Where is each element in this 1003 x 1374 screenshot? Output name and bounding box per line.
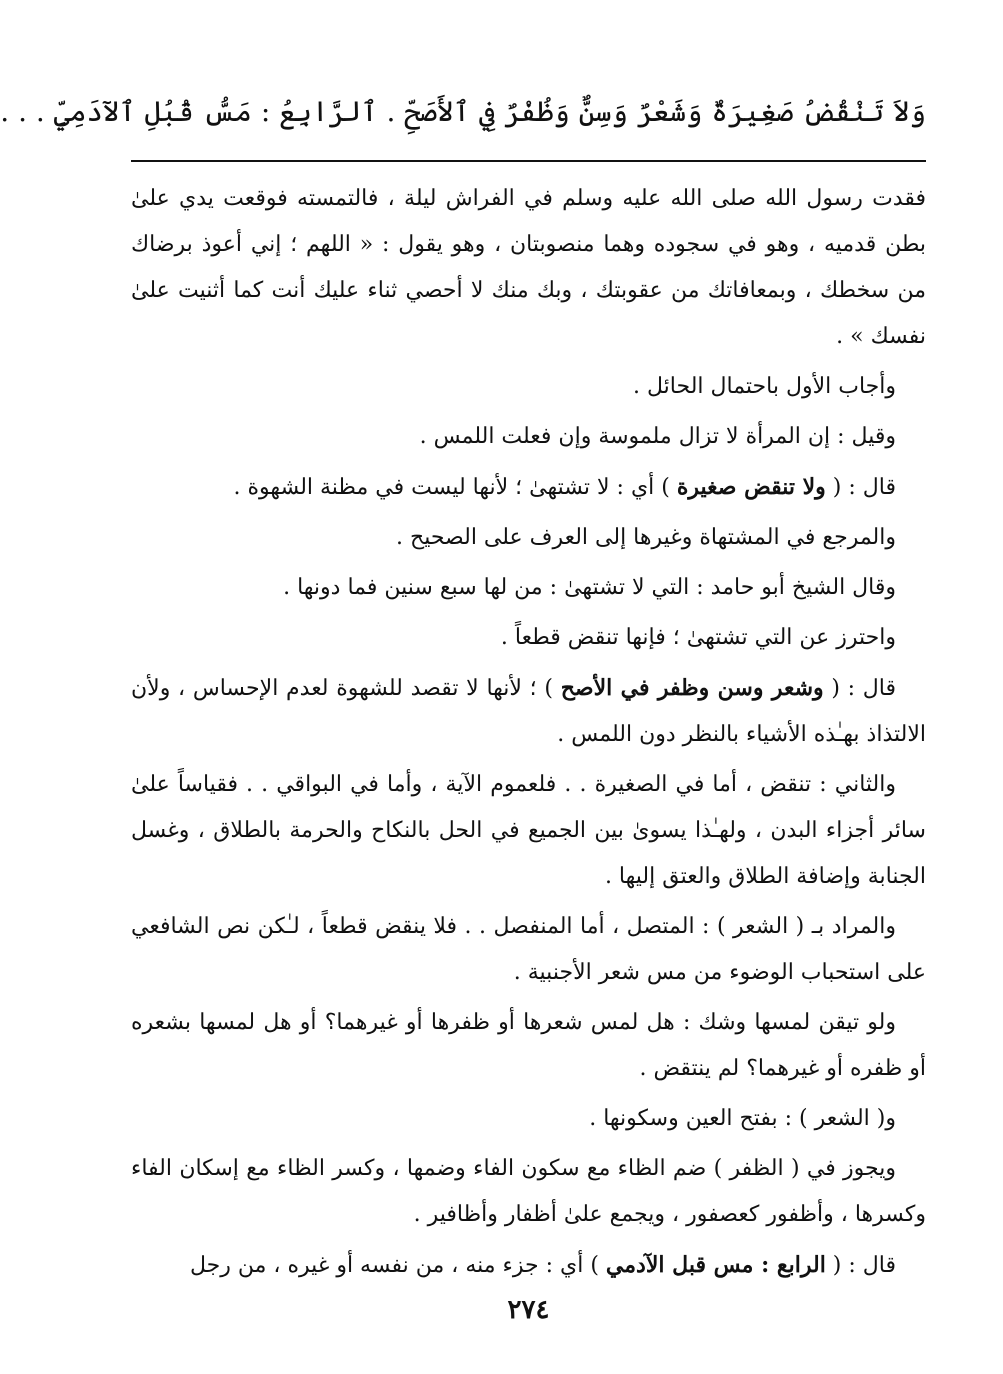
paragraph (131, 176, 926, 360)
commentary-text: والمراد بـ ( الشعر ) : المتصل ، أما المنفصل . . فلا ينقض قطعاً ، لـٰكن نص الشافعي على استحباب الوضوء من مس شعر الأجنبية . (131, 914, 926, 985)
commentary-text: وقيل : إن المرأة لا تزال ملموسة وإن فعلت اللمس . (419, 424, 896, 449)
paragraph (131, 364, 926, 410)
body-text (131, 176, 926, 1293)
paragraph (131, 762, 926, 900)
paragraph (131, 464, 926, 511)
running-head: وَلاَ تَنْقُضُ صَغِيرَةٌ وَشَعْرٌ وَسِنٌّ وَظُفْرٌ فِي ٱلأَصَحِّ . ٱلرَّابِعُ : مَسُّ قُبُلِ ٱلآدَمِيِّ . . . (0, 95, 926, 128)
paragraph (131, 515, 926, 561)
paragraph (131, 1096, 926, 1142)
commentary-text: وقال الشيخ أبو حامد : التي لا تشتهىٰ : من لها سبع سنين فما دونها . (283, 575, 896, 600)
paragraph (131, 1146, 926, 1238)
commentary-text: ) أي : لا تشتهىٰ ؛ لأنها ليست في مظنة الشهوة . (233, 475, 677, 500)
page-number: ٢٧٤ (507, 1295, 550, 1325)
commentary-text: قال : ( (823, 676, 897, 701)
paragraph (131, 565, 926, 611)
commentary-text: والثاني : تنقض ، أما في الصغيرة . . فلعموم الآية ، وأما في البواقي . . فقياساً علىٰ سائر أجزاء البدن ، ولهـٰذا يسوىٰ بين الجميع في الحل بالنكاح والحرمة بالطلاق ، وغسل الجنابة وإضافة الطلاق والعتق إليها . (131, 772, 926, 889)
commentary-text: ويجوز في ( الظفر ) ضم الظاء مع سكون الفاء وضمها ، وكسر الظاء مع إسكان الفاء وكسرها ، وأظفور كعصفور ، ويجمع علىٰ أظفار وأظافير . (131, 1156, 926, 1227)
paragraph (131, 1242, 926, 1289)
commentary-text: واحترز عن التي تشتهىٰ ؛ فإنها تنقض قطعاً . (500, 625, 896, 650)
commentary-text: وأجاب الأول باحتمال الحائل . (633, 374, 896, 399)
quoted-matn-text: ولا تنقض صغيرة (676, 474, 826, 500)
commentary-text: ) أي : جزء منه ، من نفسه أو غيره ، من رجل (190, 1253, 606, 1278)
paragraph (131, 414, 926, 460)
header-rule (131, 160, 926, 162)
commentary-text: و( الشعر ) : بفتح العين وسكونها . (589, 1106, 896, 1131)
commentary-text: قال : ( (825, 1253, 896, 1278)
paragraph (131, 1000, 926, 1092)
paragraph (131, 665, 926, 758)
quoted-matn-text: وشعر وسن وظفر في الأصح (560, 675, 824, 701)
commentary-text: فقدت رسول الله صلى الله عليه وسلم في الفراش ليلة ، فالتمسته فوقعت يدي علىٰ بطن قدميه ، وهو في سجوده وهما منصوبتان ، وهو يقول : « اللهم ؛ إني أعوذ برضاك من سخطك ، وبمعافاتك من عقوبتك ، وبك منك لا أحصي ثناء عليك أنت كما أثنيت علىٰ نفسك » . (131, 186, 926, 349)
paragraph (131, 904, 926, 996)
commentary-text: والمرجع في المشتهاة وغيرها إلى العرف على الصحيح . (396, 525, 896, 550)
paragraph (131, 615, 926, 661)
commentary-text: ) ؛ لأنها لا تقصد للشهوة لعدم الإحساس ، ولأن الالتذاذ بهـٰذه الأشياء بالنظر دون اللمس . (131, 676, 926, 747)
commentary-text: ولو تيقن لمسها وشك : هل لمس شعرها أو ظفرها أو غيرهما؟ أو هل لمسها بشعره أو ظفره أو غيرهما؟ لم ينتقض . (131, 1010, 926, 1081)
quoted-matn-text: الرابع : مس قبل الآدمي (605, 1252, 826, 1278)
commentary-text: قال : ( (825, 475, 896, 500)
